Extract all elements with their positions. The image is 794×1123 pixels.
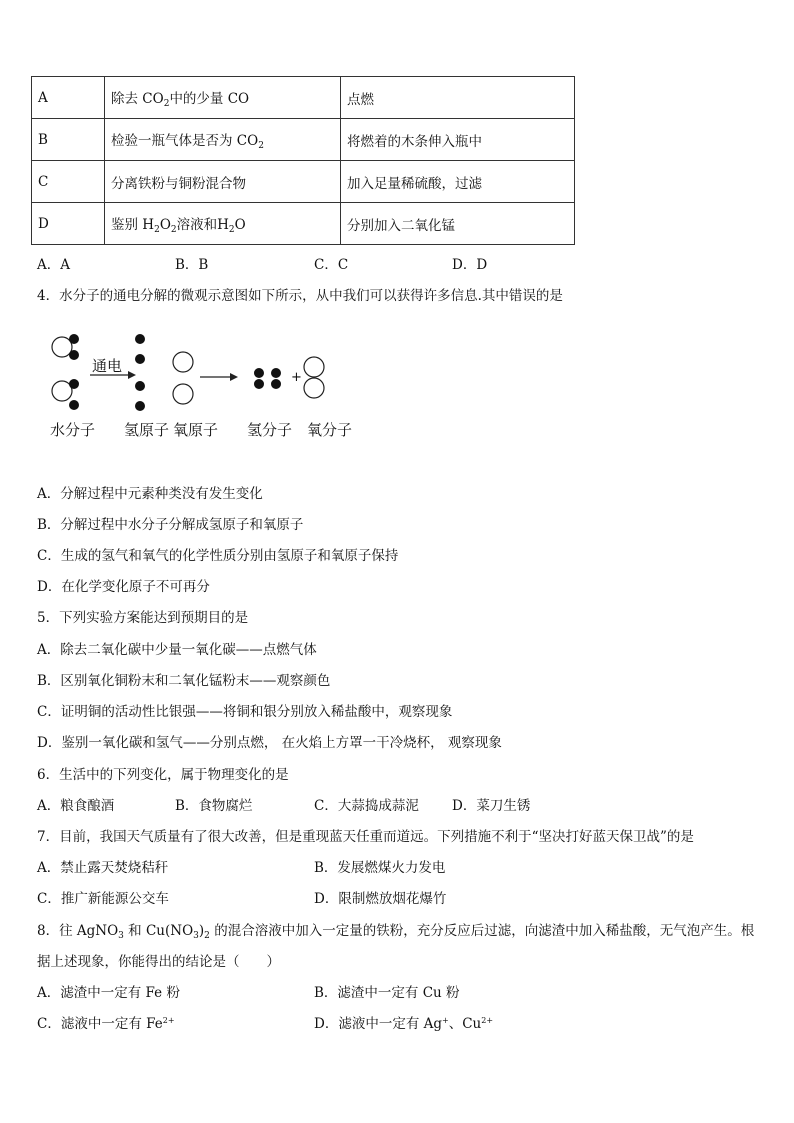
hydrogen-atoms-icon [135, 334, 145, 411]
q8-stem: 8．往 AgNO$_3$ 和 $Cu(NO_3)_2$ 的混合溶液中加入一定量的铁粉，充分反应后过滤，向滤渣中加入稀盐酸，无气泡产生。根 [37, 923, 755, 941]
table-cell-letter: D [32, 203, 105, 245]
label-oxygen-atom: 氧原子 [173, 421, 219, 439]
arrow-label: 通电 [92, 357, 123, 375]
q6-option-a: A．粮食酿酒 [37, 798, 115, 814]
label-hydrogen-atom: 氢原子 [124, 421, 170, 439]
table-cell-method: 将燃着的木条伸入瓶中 [341, 119, 575, 161]
table-row [32, 203, 575, 245]
q4-option-c: C．生成的氢气和氧气的化学性质分别由氢原子和氧原子保持 [37, 548, 399, 564]
q6-option-c: C．大蒜捣成蒜泥 [314, 798, 419, 814]
q5-stem: 5．下列实验方案能达到预期目的是 [37, 610, 249, 626]
table-cell-letter: C [32, 161, 105, 203]
q8-option-c: C．滤液中一定有 $Fe^{2+}$ [37, 1016, 175, 1032]
q5-option-b: B．区别氧化铜粉末和二氧化锰粉末——观察颜色 [37, 673, 331, 689]
q4-option-a: A．分解过程中元素种类没有发生变化 [37, 486, 263, 502]
q5-option-a: A．除去二氧化碳中少量一氧化碳——点燃气体 [37, 642, 317, 658]
table-cell-method: 分别加入二氧化锰 [341, 203, 575, 245]
q3-choice-a: A．A [37, 257, 70, 273]
q7-option-d: D．限制燃放烟花爆竹 [314, 891, 447, 907]
q6-stem: 6．生活中的下列变化，属于物理变化的是 [37, 767, 289, 783]
q8-stem-line2: 据上述现象，你能得出的结论是（ ） [37, 954, 280, 970]
label-water-molecule: 水分子 [50, 421, 96, 439]
q7-option-a: A．禁止露天焚烧秸秆 [37, 860, 169, 876]
table-cell-purpose: 检验一瓶气体是否为 $CO_2$ [105, 119, 341, 161]
q6-option-b: B．食物腐烂 [175, 798, 253, 814]
q3-choice-d: D．D [452, 257, 488, 273]
table-row [32, 161, 575, 203]
q4-stem: 4．水分子的通电分解的微观示意图如下所示，从中我们可以获得许多信息.其中错误的是 [37, 288, 563, 304]
q3-choice-b: B．B [175, 257, 209, 273]
oxygen-molecule-icon [304, 357, 324, 398]
table-cell-purpose: 鉴别 $H_2O_2$溶液和$H_2O$ [105, 203, 341, 245]
table-cell-method: 点燃 [341, 77, 575, 119]
table-cell-purpose: 除去 $CO_2$中的少量 CO [105, 77, 341, 119]
q8-option-d: D．滤液中一定有 Ag+、$Cu^{2+}$ [314, 1016, 494, 1032]
hydrogen-molecule-icon [254, 368, 281, 389]
q5-option-c: C．证明铜的活动性比银强——将铜和银分别放入稀盐酸中，观察现象 [37, 704, 453, 720]
q5-option-d: D．鉴别一氧化碳和氢气——分别点燃， 在火焰上方罩一干冷烧杯， 观察现象 [37, 735, 502, 751]
q8-option-a: A．滤渣中一定有 Fe 粉 [37, 985, 180, 1001]
water-molecule-icon [52, 379, 79, 410]
molecule-diagram-svg [40, 325, 360, 415]
q3-options-table [31, 76, 575, 245]
oxygen-atoms-icon [173, 352, 193, 404]
table-row [32, 119, 575, 161]
q7-stem: 7．目前，我国天气质量有了很大改善，但是重现蓝天任重而道远。下列措施不利于“坚决打好蓝天保卫战”的是 [37, 829, 694, 845]
q3-choice-c: C．C [314, 257, 349, 273]
label-hydrogen-molecule: 氢分子 [247, 421, 293, 439]
plus-sign: + [291, 370, 302, 385]
q4-option-b: B．分解过程中水分子分解成氢原子和氧原子 [37, 517, 304, 533]
q6-option-d: D．菜刀生锈 [452, 798, 531, 814]
table-cell-purpose: 分离铁粉与铜粉混合物 [105, 161, 341, 203]
table-cell-letter: A [32, 77, 105, 119]
q8-option-b: B．滤渣中一定有 Cu 粉 [314, 985, 460, 1001]
q7-option-c: C．推广新能源公交车 [37, 891, 169, 907]
table-row [32, 77, 575, 119]
water-molecule-icon [52, 334, 79, 360]
table-cell-method: 加入足量稀硫酸，过滤 [341, 161, 575, 203]
table-cell-letter: B [32, 119, 105, 161]
q4-option-d: D．在化学变化原子不可再分 [37, 579, 210, 595]
q7-option-b: B．发展燃煤火力发电 [314, 860, 446, 876]
label-oxygen-molecule: 氧分子 [307, 421, 353, 439]
